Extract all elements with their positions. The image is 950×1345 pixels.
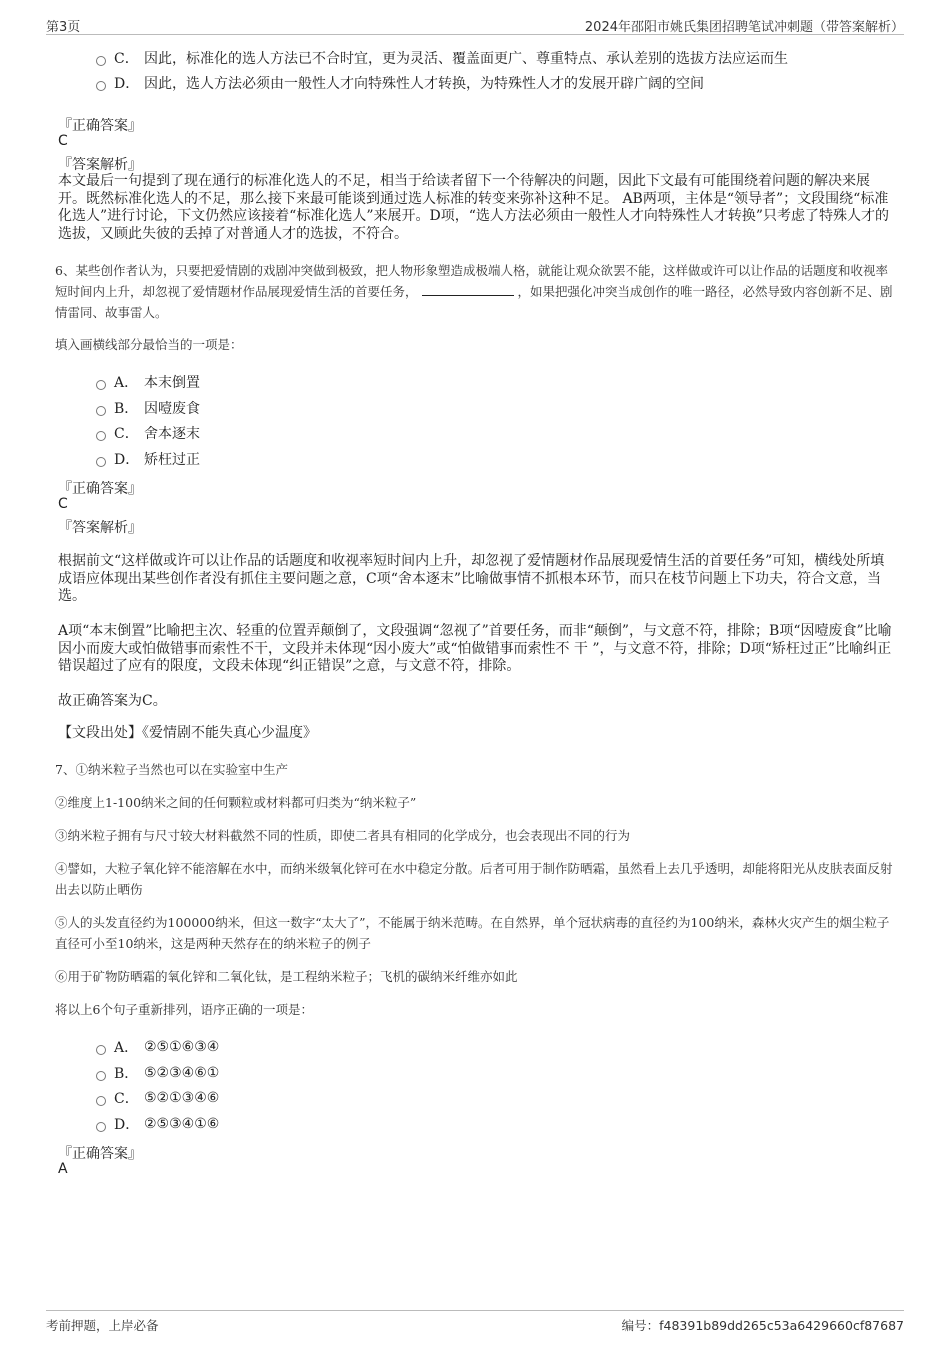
- q5-answer: C: [58, 133, 68, 149]
- q6-prompt: 填入画横线部分最恰当的一项是：: [55, 337, 243, 352]
- q6-option-c[interactable]: C． 舍本逐末: [96, 422, 200, 444]
- q7-sentence-3: ③纳米粒子拥有与尺寸较大材料截然不同的性质，即使二者具有相同的化学成分，也会表现出不同的行为: [55, 828, 631, 843]
- q6-answer-label: 『正确答案』: [58, 481, 142, 497]
- q5-option-c[interactable]: C． 因此，标准化的选人方法已不合时宜，更为灵活、覆盖面更广、尊重特点、承认差别的选拔方法应运而生: [96, 47, 788, 69]
- q5-answer-label: 『正确答案』: [58, 118, 142, 134]
- q5-analysis-label: 『答案解析』: [58, 157, 142, 173]
- footer-slogan: 考前押题，上岸必备: [46, 1318, 159, 1333]
- q7-sentence-5: ⑤人的头发直径约为100000纳米，但这一数字“太大了”，不能属于纳米范畴。在自然界，单个冠状病毒的直径约为100纳米，森林火灾产生的烟尘粒子直径可小至10纳米，这是两种天然存在的纳米粒子的例子: [55, 915, 890, 951]
- radio-icon[interactable]: [96, 457, 106, 467]
- q5-option-d[interactable]: D． 因此，选人方法必须由一般性人才向特殊性人才转换，为特殊性人才的发展开辟广阔的空间: [96, 72, 704, 94]
- radio-icon[interactable]: [96, 1071, 106, 1081]
- q6-analysis-3: 故正确答案为C。: [58, 693, 167, 709]
- radio-icon[interactable]: [96, 1045, 106, 1055]
- q7-option-c[interactable]: C． ⑤②①③④⑥: [96, 1087, 219, 1109]
- page-footer: [46, 1310, 904, 1335]
- radio-icon[interactable]: [96, 56, 106, 66]
- page-number: 第3页: [46, 20, 81, 35]
- q7-sentence-6: ⑥用于矿物防晒霜的氧化锌和二氧化钛，是工程纳米粒子；飞机的碳纳米纤维亦如此: [55, 969, 518, 984]
- q6-answer: C: [58, 496, 68, 512]
- q5-analysis: 本文最后一句提到了现在通行的标准化选人的不足，相当于给读者留下一个待解决的问题，因此下文最有可能围绕着问题的解决来展开。既然标准化选人的不足，那么接下来最可能谈到通过选人标准的转变来弥补这种不足。 AB两项，主体是“领导者”；文段围绕“标准化选人”进行讨论，下文仍然应该接着“标准化选人”来展开。D项，“选人方法必须由一般性人才向特殊性人才转换”只考虑了特殊人才的选拔，又顾此失彼的丢掉了对普通人才的选拔，不符合。: [58, 173, 890, 242]
- q6-analysis-label: 『答案解析』: [58, 520, 142, 536]
- q7-option-a[interactable]: A． ②⑤①⑥③④: [96, 1036, 219, 1058]
- radio-icon[interactable]: [96, 1122, 106, 1132]
- radio-icon[interactable]: [96, 431, 106, 441]
- q7-sentence-2: ②维度上1-100纳米之间的任何颗粒或材料都可归类为“纳米粒子”: [55, 795, 417, 810]
- q6-analysis-1: 根据前文“这样做或许可以让作品的话题度和收视率短时间内上升，却忽视了爱情题材作品展现爱情生活的首要任务”可知，横线处所填成语应体现出某些创作者没有抓住主要问题之意，C项“舍本逐末”比喻做事情不抓根本环节，而只在枝节问题上下功夫，符合文意，当选。: [58, 553, 885, 604]
- page-header: [46, 14, 904, 35]
- radio-icon[interactable]: [96, 1096, 106, 1106]
- fill-blank: [422, 283, 514, 296]
- radio-icon[interactable]: [96, 380, 106, 390]
- document-title: 2024年邵阳市姚氏集团招聘笔试冲刺题（带答案解析）: [584, 20, 904, 35]
- q6-option-a[interactable]: A． 本末倒置: [96, 371, 200, 393]
- radio-icon[interactable]: [96, 406, 106, 416]
- q6-source: 【文段出处】《爱情剧不能失真心少温度》: [58, 725, 317, 741]
- q6-analysis-2: A项“本末倒置”比喻把主次、轻重的位置弄颠倒了，文段强调“忽视了”首要任务，而非“颠倒”，与文意不符，排除；B项“因噎废食”比喻因小而废大或怕做错事而索性不干，文段并未体现“因小废大”或“怕做错事而索性不 干 ”，与文意不符，排除；D项“矫枉过正”比喻纠正错误超过了应有的限度，文段未体现“纠正错误”之意，与文意不符，排除。: [58, 623, 892, 674]
- q7-option-b[interactable]: B． ⑤②③④⑥①: [96, 1062, 219, 1084]
- q7-prompt: 将以上6个句子重新排列，语序正确的一项是：: [55, 1002, 313, 1017]
- q6-option-d[interactable]: D． 矫枉过正: [96, 448, 200, 470]
- q7-sentence-4: ④譬如，大粒子氧化锌不能溶解在水中，而纳米级氧化锌可在水中稳定分散。后者可用于制作防晒霜，虽然看上去几乎透明，却能将阳光从皮肤表面反射出去以防止晒伤: [55, 861, 893, 897]
- q6-stem: 6、某些创作者认为，只要把爱情剧的戏剧冲突做到极致，把人物形象塑造成极端人格，就能让观众欲罢不能，这样做或许可以让作品的话题度和收视率短时间内上升，却忽视了爱情题材作品展现爱情生活的首要任务， ，如果把强化冲突当成创作的唯一路径，必然导致内容创新不足、剧情雷同、故事雷人。: [55, 263, 893, 320]
- q6-option-b[interactable]: B． 因噎废食: [96, 397, 200, 419]
- q7-answer-label: 『正确答案』: [58, 1146, 142, 1162]
- q7-sentence-1: 7、①纳米粒子当然也可以在实验室中生产: [55, 762, 288, 777]
- q7-answer: A: [58, 1161, 68, 1177]
- radio-icon[interactable]: [96, 81, 106, 91]
- document-code: 编号：f48391b89dd265c53a6429660cf87687: [621, 1318, 904, 1333]
- q7-option-d[interactable]: D． ②⑤③④①⑥: [96, 1113, 219, 1135]
